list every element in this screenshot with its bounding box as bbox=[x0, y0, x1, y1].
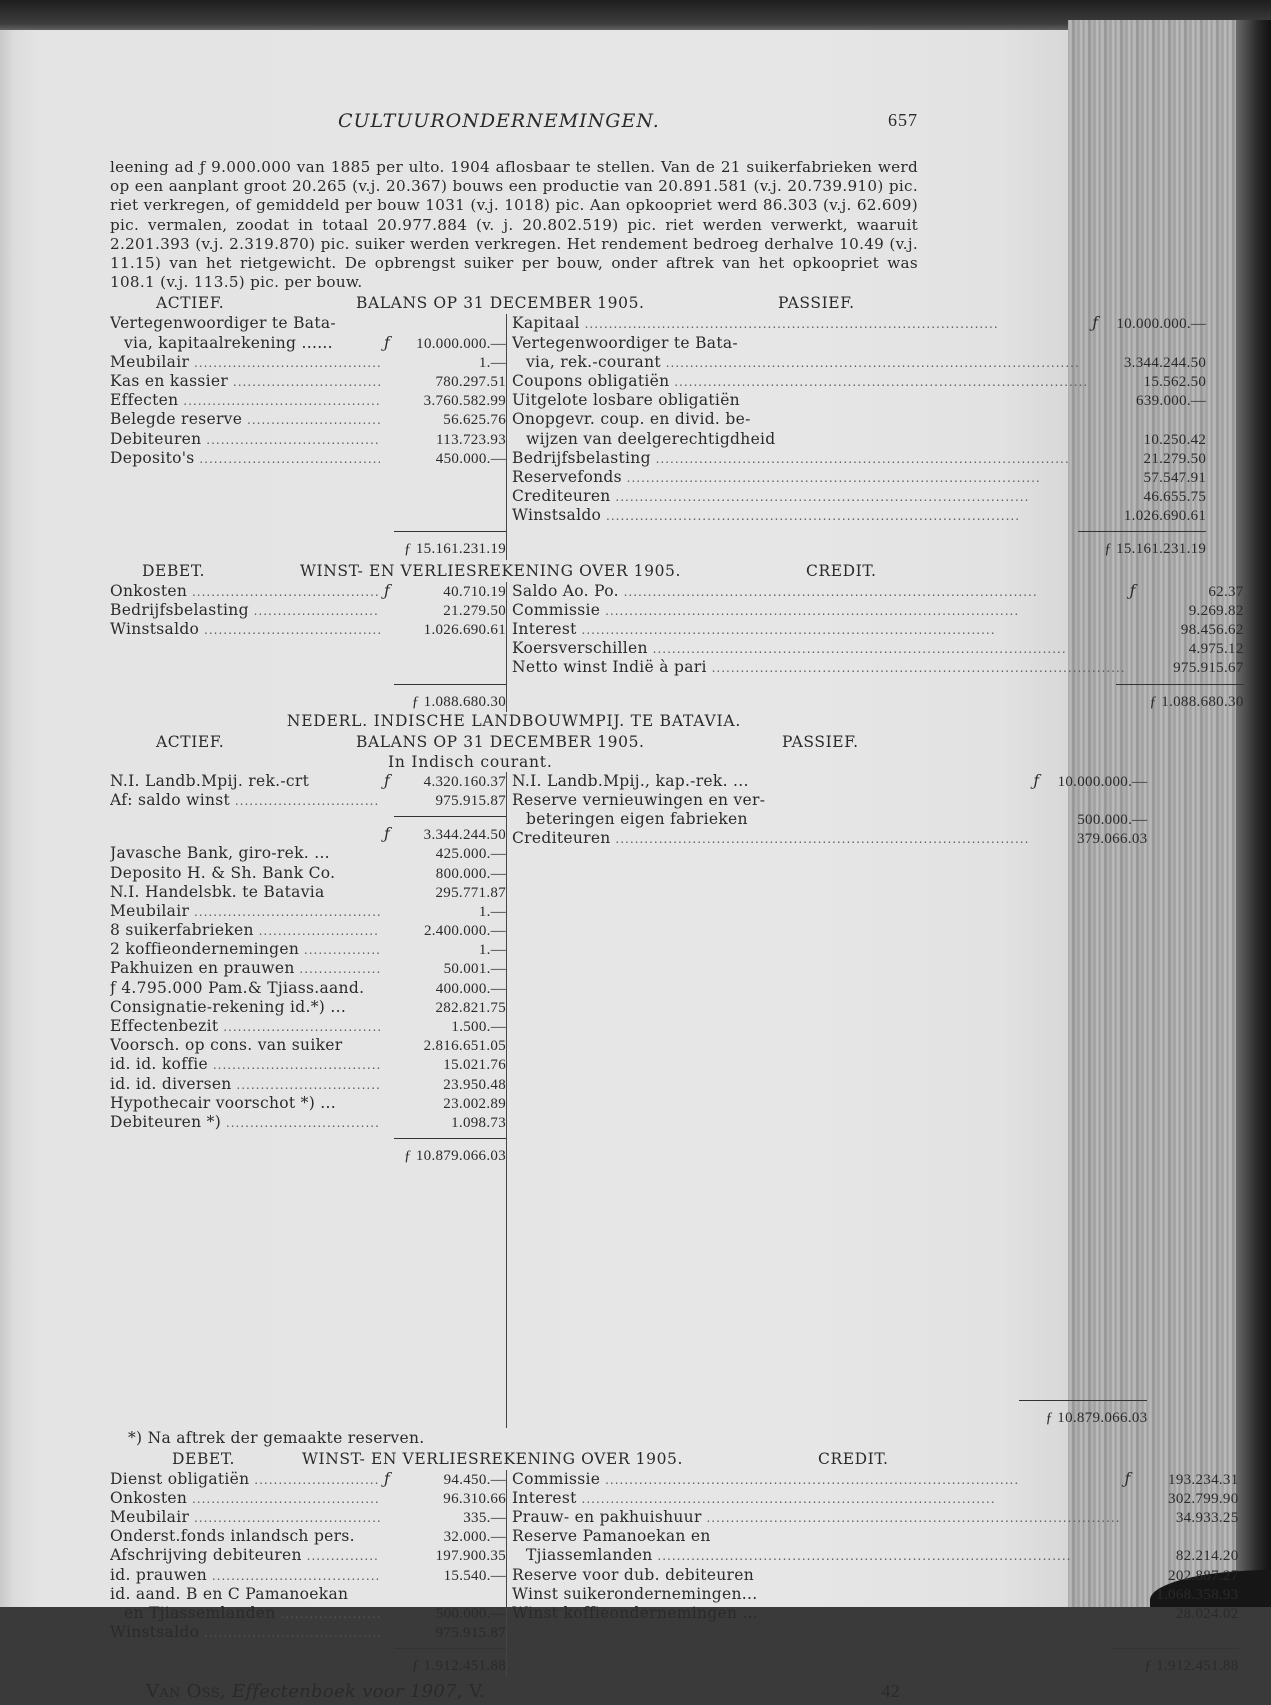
ledger-row bbox=[110, 940, 506, 959]
ledger-amount: 96.310.66 bbox=[443, 1490, 506, 1507]
ledger-amount: 1.— bbox=[478, 903, 506, 920]
source-author: Van Oss, bbox=[146, 1680, 226, 1702]
ledger-row bbox=[110, 1527, 506, 1546]
ledger-amount: 197.900.35 bbox=[435, 1548, 506, 1565]
ledger-label: Onkosten ..... bbox=[110, 582, 380, 602]
ledger-label: Effecten ..... bbox=[110, 391, 380, 411]
ledger-row bbox=[512, 353, 1206, 372]
ledger-label: Voorsch. op cons. van suiker bbox=[110, 1036, 343, 1055]
total-rule bbox=[394, 1648, 506, 1649]
ledger-row bbox=[512, 391, 1206, 410]
ledger-row bbox=[110, 372, 506, 391]
ledger-amount: 193.234.31 bbox=[1168, 1471, 1239, 1488]
company-name: NEDERL. INDISCHE LANDBOUWMPIJ. TE BATAVIA. bbox=[286, 711, 742, 730]
balance2-ledger bbox=[110, 771, 1148, 1428]
balance-title: BALANS OP 31 DECEMBER 1905. bbox=[356, 732, 645, 751]
florin-sign: ƒ bbox=[383, 333, 391, 352]
ledger-row bbox=[110, 1017, 506, 1036]
signature-mark: 42 bbox=[881, 1680, 900, 1701]
ledger-label: Meubilair ..... bbox=[110, 902, 380, 922]
ledger-label: N.I. Landb.Mpij. rek.-crt bbox=[110, 771, 310, 790]
ledger-label: Uitgelote losbare obligatiën bbox=[512, 391, 740, 410]
ledger-row bbox=[512, 506, 1206, 525]
balance2-header bbox=[110, 733, 918, 753]
pl2-total-right: ƒ 1.912.451.88 bbox=[1144, 1658, 1239, 1675]
ledger-row bbox=[512, 449, 1206, 468]
ledger-amount: 282.821.75 bbox=[435, 999, 506, 1016]
actief-label: ACTIEF. bbox=[156, 732, 225, 751]
florin-sign: ƒ bbox=[383, 1469, 391, 1488]
ledger-amount: 21.279.50 bbox=[1143, 450, 1207, 467]
ledger-label: Koersverschillen ..... bbox=[512, 639, 1126, 659]
balance2-actief: N.I. Landb.Mpij. rek.-crt ƒ 4.320.160.37 Af: saldo winst ..... 975.915.87 ƒ 3.344.244.50 Javasche Bank, giro-rek. ... 425.000.— Deposito H. & Sh. Bank Co. 800.000.— N.I. Handelsbk. te Batavia 295.771.87 Meubilair ..... 1.— 8 suikerfabrieken ..... 2.400.000.— 2 koffieondernemingen ..... 1.— Pakhuizen en prauwen ..... 50.001.— ƒ 4.795.000 Pam.& Tjiass.aand. 400.000.— Consignatie-rekening id.*) ... 282.821.75 Effectenbezit ..... 1.500.— Voorsch. op cons. van suiker 2.816.651.05 id. id. koffie ..... 15.021.76 id. id. diversen ..... 23.950.48 Hypothecair voorschot *) ... 23.002.89 Debiteuren *) ..... 1.098.73 ƒ 10.879.066.03 bbox=[110, 772, 506, 1428]
pl1-ledger bbox=[110, 581, 1244, 712]
ledger-row bbox=[110, 1489, 506, 1508]
florin-sign: ƒ bbox=[383, 771, 391, 790]
ledger-amount: 202.887.27 bbox=[1168, 1567, 1239, 1584]
ledger-row bbox=[110, 410, 506, 429]
ledger-label: en Tjiassemlanden ..... bbox=[110, 1604, 380, 1624]
ledger-row bbox=[512, 1585, 1239, 1604]
ledger-label: Effectenbezit ..... bbox=[110, 1017, 380, 1037]
ledger-amount: 800.000.— bbox=[435, 865, 506, 882]
ledger-label: beteringen eigen fabrieken bbox=[526, 810, 748, 829]
ledger-row bbox=[110, 979, 506, 998]
ledger-row bbox=[110, 601, 506, 620]
running-title: CULTUURONDERNEMINGEN. bbox=[338, 110, 660, 132]
ledger-row bbox=[512, 1566, 1239, 1585]
ledger-label: Kapitaal ..... bbox=[512, 314, 1088, 334]
ledger-row bbox=[110, 1055, 506, 1074]
ledger-amount: 379.066.03 bbox=[1076, 831, 1148, 848]
subtotal-rule bbox=[394, 816, 506, 817]
ledger-amount: 15.540.— bbox=[443, 1567, 506, 1584]
pl1-header bbox=[110, 562, 918, 582]
currency-note: In Indisch courant. bbox=[388, 752, 553, 771]
ledger-row bbox=[512, 582, 1244, 601]
ledger-row bbox=[512, 314, 1206, 333]
ledger-label: id. prauwen ..... bbox=[110, 1566, 380, 1586]
total-rule bbox=[394, 1138, 506, 1139]
total-rule bbox=[394, 684, 506, 685]
ledger-label: N.I. Landb.Mpij., kap.-rek. ... bbox=[512, 771, 749, 790]
ledger-label: via, kapitaalrekening ...... bbox=[124, 333, 333, 352]
ledger-label: Winstsaldo ..... bbox=[110, 620, 380, 640]
ledger-label: Hypothecair voorschot *) ... bbox=[110, 1093, 336, 1112]
total-rule bbox=[1078, 531, 1206, 532]
ledger-amount: 10.250.42 bbox=[1143, 431, 1207, 448]
ledger-row bbox=[110, 791, 506, 810]
ledger-amount: 500.000.— bbox=[435, 1606, 506, 1623]
debet-label: DEBET. bbox=[142, 561, 206, 580]
pl1-total-right: ƒ 1.088.680.30 bbox=[1149, 693, 1244, 710]
florin-sign: ƒ bbox=[1124, 1469, 1131, 1488]
page-footer bbox=[110, 1681, 918, 1705]
credit-label: CREDIT. bbox=[806, 561, 877, 580]
ledger-row bbox=[512, 620, 1244, 639]
ledger-amount: 113.723.93 bbox=[436, 431, 506, 448]
ledger-amount: 98.456.62 bbox=[1180, 622, 1244, 639]
running-head bbox=[110, 110, 918, 136]
ledger-row bbox=[110, 1470, 506, 1489]
ledger-row bbox=[512, 639, 1244, 658]
ledger-row bbox=[110, 353, 506, 372]
ledger-amount: 335.— bbox=[463, 1510, 506, 1527]
ledger-amount: 4.320.160.37 bbox=[423, 773, 506, 790]
ledger-label: Reserve Pamanoekan en bbox=[512, 1527, 711, 1546]
ledger-label: Crediteuren ..... bbox=[512, 487, 1088, 507]
pl1-debet bbox=[110, 582, 506, 712]
ledger-row bbox=[110, 1113, 506, 1132]
balance1-total-left: ƒ 15.161.231.19 bbox=[404, 541, 506, 558]
balance2-passief bbox=[506, 772, 1147, 1428]
ledger-row bbox=[110, 998, 506, 1017]
ledger-row bbox=[512, 810, 1147, 829]
ledger-row bbox=[110, 1566, 506, 1585]
ledger-row bbox=[110, 314, 506, 333]
ledger-label: N.I. Handelsbk. te Batavia bbox=[110, 882, 325, 901]
ledger-row bbox=[512, 1527, 1239, 1546]
ledger-amount: 32.000.— bbox=[443, 1529, 506, 1546]
page-number: 657 bbox=[888, 110, 918, 130]
ledger-label: Onopgevr. coup. en divid. be- bbox=[512, 410, 751, 429]
pl2-total-left: ƒ 1.912.451.88 bbox=[411, 1658, 506, 1675]
ledger-row bbox=[110, 844, 506, 863]
ledger-amount: 28.024.02 bbox=[1175, 1606, 1239, 1623]
ledger-label: wijzen van deelgerechtigdheid bbox=[526, 429, 776, 448]
ledger-label: Deposito H. & Sh. Bank Co. bbox=[110, 863, 336, 882]
ledger-row bbox=[512, 791, 1147, 810]
pl2-header bbox=[110, 1450, 918, 1470]
ledger-label: Dienst obligatiën ..... bbox=[110, 1470, 380, 1490]
balance1-ledger bbox=[110, 314, 1207, 559]
ledger-amount: 82.214.20 bbox=[1175, 1548, 1239, 1565]
ledger-amount: 56.625.76 bbox=[443, 412, 506, 429]
ledger-amount: 295.771.87 bbox=[435, 884, 506, 901]
actief-label: ACTIEF. bbox=[156, 294, 225, 313]
passief-label: PASSIEF. bbox=[782, 732, 859, 751]
ledger-amount: 2.400.000.— bbox=[423, 923, 506, 940]
pl1-credit bbox=[506, 582, 1244, 712]
ledger-row bbox=[110, 921, 506, 940]
balance2-subtotal: 3.344.244.50 bbox=[423, 827, 506, 844]
passief-label: PASSIEF. bbox=[778, 294, 855, 313]
ledger-row bbox=[512, 1508, 1239, 1527]
ledger-label: Afschrijving debiteuren ..... bbox=[110, 1546, 380, 1566]
ledger-row bbox=[512, 372, 1206, 391]
ledger-row bbox=[110, 772, 506, 791]
ledger-amount: 40.710.19 bbox=[443, 583, 506, 600]
ledger-row bbox=[110, 582, 506, 601]
ledger-label: ƒ 4.795.000 Pam.& Tjiass.aand. bbox=[110, 978, 365, 997]
ledger-amount: 425.000.— bbox=[435, 846, 506, 863]
ledger-row bbox=[512, 829, 1147, 848]
total-rule bbox=[1019, 1400, 1147, 1401]
ledger-label: Winstsaldo ..... bbox=[512, 506, 1088, 526]
florin-sign: ƒ bbox=[1092, 314, 1099, 333]
ledger-label: id. id. diversen ..... bbox=[110, 1075, 380, 1095]
ledger-amount: 1.— bbox=[478, 354, 506, 371]
ledger-row bbox=[110, 449, 506, 468]
balance1-passief bbox=[506, 314, 1206, 559]
ledger-row bbox=[110, 430, 506, 449]
ledger-label: Pakhuizen en prauwen ..... bbox=[110, 959, 380, 979]
balance1-actief bbox=[110, 314, 506, 559]
florin-sign: ƒ bbox=[383, 581, 391, 600]
ledger-label: 8 suikerfabrieken ..... bbox=[110, 921, 380, 941]
ledger-amount: 50.001.— bbox=[443, 961, 506, 978]
ledger-amount: 62.37 bbox=[1208, 583, 1244, 600]
ledger-label: Reservefonds ..... bbox=[512, 468, 1088, 488]
ledger-label: 2 koffieondernemingen ..... bbox=[110, 940, 380, 960]
ledger-row bbox=[512, 601, 1244, 620]
ledger-label: id. aand. B en C Pamanoekan bbox=[110, 1584, 349, 1603]
ledger-row bbox=[512, 658, 1244, 677]
ledger-label: Onderst.fonds inlandsch pers. bbox=[110, 1527, 355, 1546]
ledger-amount: 3.760.582.99 bbox=[423, 393, 506, 410]
ledger-label: Reserve voor dub. debiteuren bbox=[512, 1565, 754, 1584]
ledger-label: Reserve vernieuwingen en ver- bbox=[512, 790, 766, 809]
florin-sign: ƒ bbox=[1129, 581, 1136, 600]
ledger-label: Debiteuren ..... bbox=[110, 430, 380, 450]
ledger-row bbox=[512, 468, 1206, 487]
ledger-label: Coupons obligatiën ..... bbox=[512, 372, 1088, 392]
ledger-label: Tjiassemlanden ..... bbox=[512, 1546, 1121, 1566]
ledger-label: Crediteuren ..... bbox=[512, 829, 1029, 849]
ledger-label: Consignatie-rekening id.*) ... bbox=[110, 997, 347, 1016]
ledger-amount: 10.000.000.— bbox=[416, 335, 506, 352]
ledger-label: Vertegenwoordiger te Bata- bbox=[512, 333, 738, 352]
pl2-credit bbox=[506, 1470, 1239, 1677]
ledger-amount: 2.816.651.05 bbox=[423, 1038, 506, 1055]
ledger-row bbox=[110, 1585, 506, 1604]
ledger-row bbox=[512, 1546, 1239, 1565]
source-citation bbox=[146, 1681, 485, 1702]
ledger-amount: 500.000.— bbox=[1077, 812, 1148, 829]
ledger-row bbox=[110, 1036, 506, 1055]
ledger-amount: 9.269.82 bbox=[1188, 602, 1244, 619]
ledger-row bbox=[512, 1470, 1239, 1489]
ledger-label: Debiteuren *) ..... bbox=[110, 1113, 380, 1133]
ledger-label: Vertegenwoordiger te Bata- bbox=[110, 314, 336, 333]
ledger-row bbox=[110, 902, 506, 921]
ledger-label: Af: saldo winst ..... bbox=[110, 791, 380, 811]
balance-title: BALANS OP 31 DECEMBER 1905. bbox=[356, 294, 645, 313]
balance2-total-left: ƒ 10.879.066.03 bbox=[404, 1148, 506, 1165]
source-volume: V. bbox=[468, 1680, 486, 1702]
pl2-ledger bbox=[110, 1469, 1239, 1677]
source-title: Effectenboek voor 1907, bbox=[231, 1680, 463, 1702]
ledger-amount: 1.026.690.61 bbox=[1123, 508, 1207, 525]
ledger-amount: 450.000.— bbox=[435, 450, 506, 467]
ledger-row bbox=[110, 1094, 506, 1113]
ledger-label: Saldo Ao. Po. ..... bbox=[512, 582, 1126, 602]
ledger-amount: 4.975.12 bbox=[1188, 641, 1244, 658]
ledger-row bbox=[512, 772, 1147, 791]
debet-label: DEBET. bbox=[172, 1449, 236, 1468]
ledger-label: Bedrijfsbelasting ..... bbox=[110, 601, 380, 621]
balance1-total-right: ƒ 15.161.231.19 bbox=[1104, 541, 1207, 558]
ledger-row bbox=[512, 1489, 1239, 1508]
pl2-debet bbox=[110, 1470, 506, 1677]
ledger-row bbox=[512, 487, 1206, 506]
ledger-amount: 639.000.— bbox=[1136, 393, 1207, 410]
ledger-label: Commissie ..... bbox=[512, 1470, 1121, 1490]
ledger-amount: 975.915.87 bbox=[435, 792, 506, 809]
ledger-amount: 975.915.87 bbox=[435, 1625, 506, 1642]
ledger-amount: 21.279.50 bbox=[443, 602, 506, 619]
ledger-row bbox=[110, 1623, 506, 1642]
ledger-label: id. id. koffie ..... bbox=[110, 1055, 380, 1075]
ledger-row bbox=[512, 334, 1206, 353]
intro-paragraph: leening ad ƒ 9.000.000 van 1885 per ulto. 1904 aflosbaar te stellen. Van de 21 suikerfabrieken werd op een aanplant groot 20.265 (v.j. 20.367) bouws een productie van 20.891.581 (v.j. 20.739.910) pic. riet verkregen, of gemiddeld per bouw 1031 (v.j. 1018) pic. Aan opkoopriet werd 86.303 (v.j. 62.609) pic. vermalen, zoodat in totaal 20.977.884 (v. j. 20.802.519) pic. riet werden verwerkt, waaruit 2.201.393 (v.j. 2.319.870) pic. suiker werden verkregen. Het rendement bedroeg derhalve 10.49 (v.j. 11.15) van het rietgewicht. De opbrengst suiker per bouw, onder aftrek van het opkoopriet was 108.1 (v.j. 113.5) pic. per bouw. bbox=[110, 158, 918, 292]
ledger-amount: 15.021.76 bbox=[443, 1057, 506, 1074]
ledger-amount: 1.500.— bbox=[451, 1019, 506, 1036]
ledger-amount: 10.000.000.— bbox=[1057, 773, 1148, 790]
ledger-amount: 1.068.358.93 bbox=[1156, 1586, 1239, 1603]
ledger-amount: 780.297.51 bbox=[435, 373, 506, 390]
florin-sign: ƒ bbox=[1033, 771, 1040, 790]
ledger-amount: 3.344.244.50 bbox=[1123, 354, 1207, 371]
ledger-amount: 1.098.73 bbox=[451, 1114, 506, 1131]
ledger-amount: 1.— bbox=[478, 942, 506, 959]
ledger-label: Bedrijfsbelasting ..... bbox=[512, 449, 1088, 469]
ledger-row bbox=[110, 1508, 506, 1527]
ledger-label: Netto winst Indië à pari ..... bbox=[512, 658, 1126, 678]
balance2-total-right: ƒ 10.879.066.03 bbox=[1045, 1409, 1148, 1426]
ledger-amount: 23.950.48 bbox=[443, 1076, 506, 1093]
ledger-label: Javasche Bank, giro-rek. ... bbox=[110, 844, 330, 863]
pl1-total-left: ƒ 1.088.680.30 bbox=[411, 693, 506, 710]
ledger-amount: 400.000.— bbox=[435, 980, 506, 997]
ledger-label: Winst koffieondernemingen ... bbox=[512, 1604, 759, 1623]
ledger-row bbox=[110, 391, 506, 410]
ledger-label: Kas en kassier ..... bbox=[110, 372, 380, 392]
ledger-amount: 34.933.25 bbox=[1175, 1510, 1239, 1527]
ledger-amount: 975.915.67 bbox=[1173, 660, 1244, 677]
ledger-row bbox=[512, 430, 1206, 449]
ledger-amount: 1.026.690.61 bbox=[423, 622, 506, 639]
ledger-row bbox=[110, 959, 506, 978]
ledger-row bbox=[110, 334, 506, 353]
ledger-label: Onkosten ..... bbox=[110, 1489, 380, 1509]
ledger-label: Deposito's ..... bbox=[110, 449, 380, 469]
ledger-amount: 302.799.90 bbox=[1168, 1490, 1239, 1507]
total-rule bbox=[1116, 684, 1244, 685]
footnote: *) Na aftrek der gemaakte reserven. bbox=[128, 1428, 425, 1447]
ledger-label: Winst suikerondernemingen... bbox=[512, 1584, 758, 1603]
ledger-label: Belegde reserve ..... bbox=[110, 410, 380, 430]
ledger-row bbox=[110, 864, 506, 883]
page-content bbox=[110, 110, 1244, 1705]
total-rule bbox=[1111, 1648, 1239, 1649]
ledger-label: Prauw- en pakhuishuur ..... bbox=[512, 1508, 1121, 1528]
ledger-label: Winstsaldo ..... bbox=[110, 1623, 380, 1643]
ledger-amount: 46.655.75 bbox=[1143, 489, 1207, 506]
ledger-amount: 23.002.89 bbox=[443, 1095, 506, 1112]
ledger-amount: 10.000.000.— bbox=[1116, 316, 1207, 333]
pl-title: WINST- EN VERLIESREKENING OVER 1905. bbox=[300, 561, 682, 580]
ledger-label: Meubilair ..... bbox=[110, 353, 380, 373]
ledger-row bbox=[110, 1075, 506, 1094]
total-rule bbox=[394, 531, 506, 532]
credit-label: CREDIT. bbox=[818, 1449, 889, 1468]
pl-title: WINST- EN VERLIESREKENING OVER 1905. bbox=[302, 1449, 684, 1468]
ledger-amount: 94.450.— bbox=[443, 1471, 506, 1488]
ledger-label: Interest ..... bbox=[512, 620, 1126, 640]
ledger-row bbox=[110, 883, 506, 902]
ledger-label: Commissie ..... bbox=[512, 601, 1126, 621]
ledger-label: Interest ..... bbox=[512, 1489, 1121, 1509]
ledger-amount: 15.562.50 bbox=[1143, 373, 1207, 390]
ledger-label: via, rek.-courant ..... bbox=[512, 353, 1088, 373]
balance1-header bbox=[110, 294, 918, 314]
ledger-amount: 57.547.91 bbox=[1143, 469, 1207, 486]
ledger-label: Meubilair ..... bbox=[110, 1508, 380, 1528]
ledger-row bbox=[512, 410, 1206, 429]
ledger-row bbox=[110, 620, 506, 639]
book-binding-shadow bbox=[1236, 20, 1271, 1607]
ledger-row bbox=[110, 1546, 506, 1565]
